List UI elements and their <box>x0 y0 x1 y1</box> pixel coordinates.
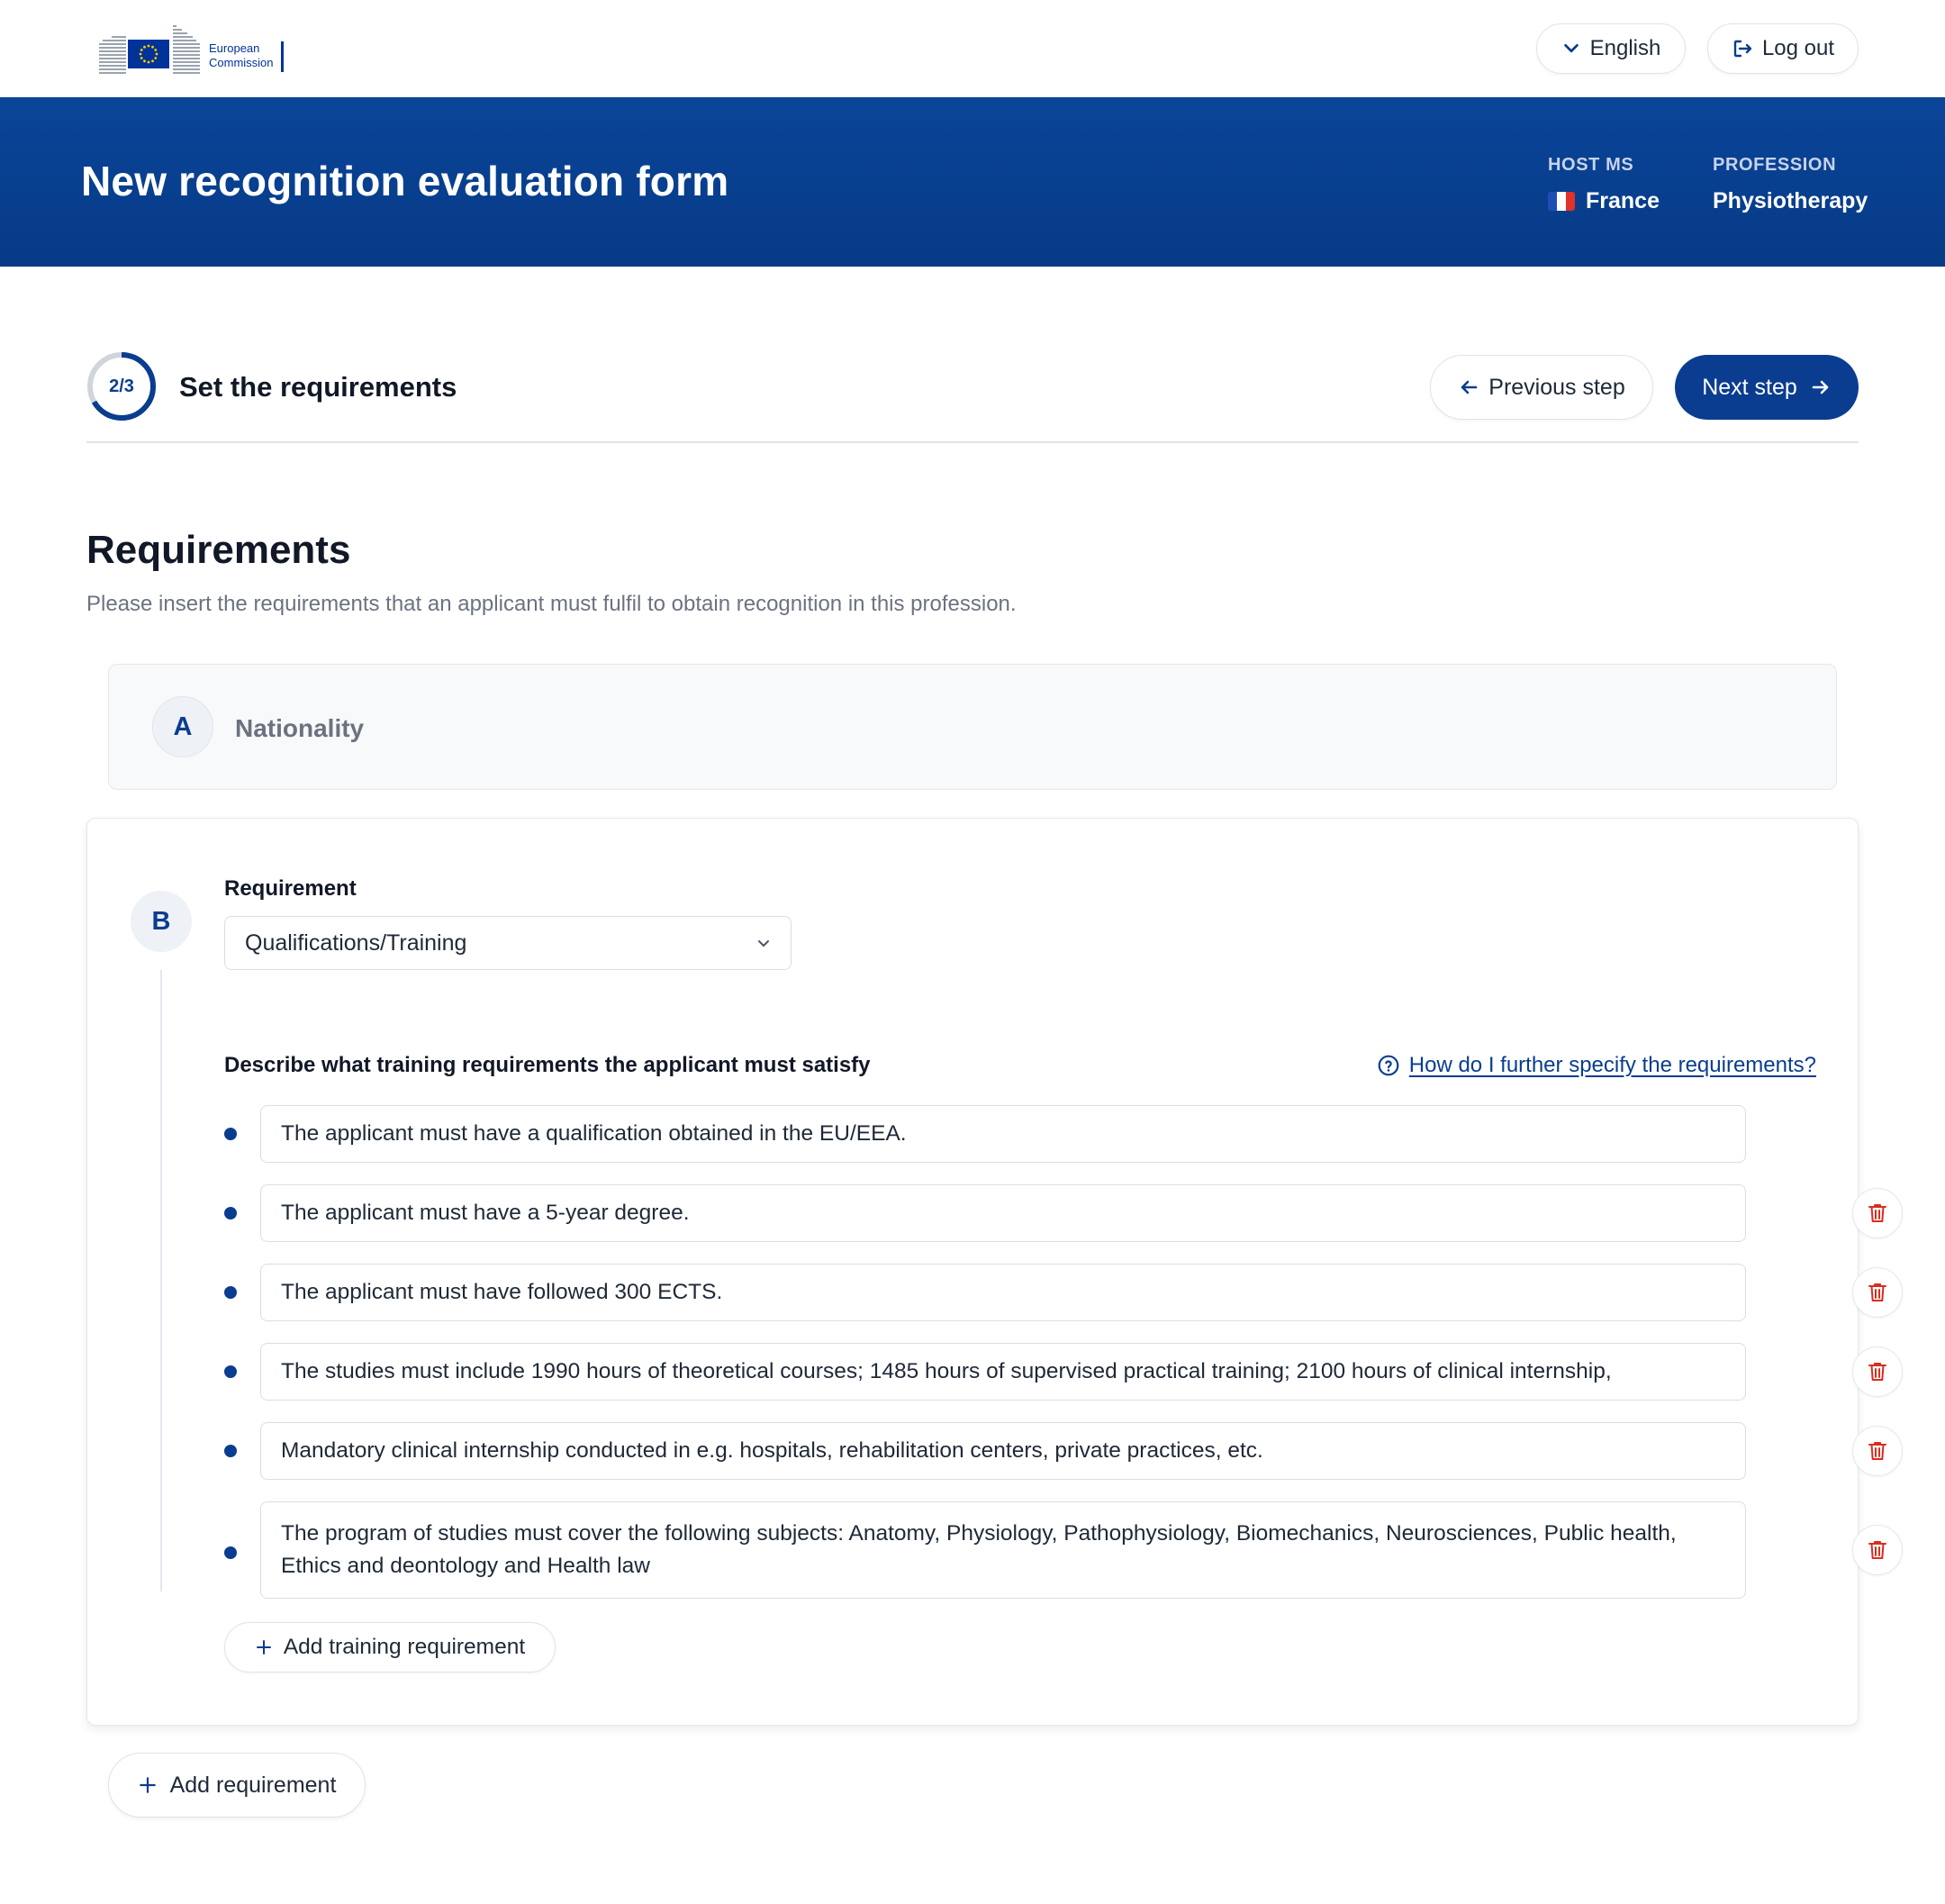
profession-info <box>1713 155 1868 214</box>
plus-icon <box>255 1638 273 1656</box>
delete-requirement-button[interactable] <box>1852 1525 1903 1575</box>
training-requirement-input[interactable] <box>260 1501 1746 1599</box>
logo-text-line2: Commission <box>209 56 274 69</box>
training-requirement-input[interactable] <box>260 1184 1746 1242</box>
language-selector-button[interactable] <box>1536 23 1686 74</box>
requirement-card-qualifications <box>86 818 1859 1726</box>
training-requirement-input[interactable] <box>260 1422 1746 1480</box>
plus-icon <box>138 1775 158 1795</box>
training-requirement-text: The applicant must have a qualification obtained in the EU/EEA. <box>281 1121 907 1146</box>
help-circle-icon <box>1377 1054 1400 1077</box>
requirement-letter-badge: B <box>131 891 192 952</box>
arrow-left-icon <box>1458 376 1479 398</box>
trash-icon <box>1868 1282 1887 1303</box>
european-commission-logo[interactable] <box>99 23 284 74</box>
logout-button[interactable] <box>1707 23 1859 74</box>
delete-requirement-button[interactable] <box>1852 1267 1903 1318</box>
logo-text <box>209 41 274 70</box>
training-requirement-text: Mandatory clinical internship conducted in e.g. hospitals, rehabilitation centers, private practices, etc. <box>281 1438 1263 1463</box>
add-requirement-label: Add requirement <box>169 1772 337 1798</box>
requirement-connector-line <box>160 970 162 1591</box>
logout-label: Log out <box>1761 36 1835 60</box>
host-ms-label: HOST MS <box>1548 155 1634 175</box>
page-title: New recognition evaluation form <box>81 158 729 204</box>
previous-step-label: Previous step <box>1488 374 1625 400</box>
logo-divider <box>281 41 284 72</box>
bullet-icon <box>224 1365 237 1378</box>
next-step-button[interactable] <box>1675 355 1859 420</box>
training-requirement-text: The studies must include 1990 hours of theoretical courses; 1485 hours of supervised practical training; 2100 hours of clinical internship, <box>281 1359 1612 1383</box>
delete-requirement-button[interactable] <box>1852 1346 1903 1397</box>
trash-icon <box>1868 1202 1887 1224</box>
step-title: Set the requirements <box>179 371 457 403</box>
requirement-type-select[interactable] <box>224 916 792 970</box>
bullet-icon <box>224 1128 237 1140</box>
trash-icon <box>1868 1440 1887 1462</box>
france-flag-icon <box>1548 192 1575 211</box>
host-country: France <box>1586 188 1660 213</box>
help-link[interactable] <box>1377 1053 1816 1078</box>
delete-requirement-button[interactable] <box>1852 1188 1903 1238</box>
requirements-description: Please insert the requirements that an applicant must fulfil to obtain recognition in this profession. <box>86 592 1017 616</box>
eu-flag-icon <box>128 40 169 68</box>
bullet-icon <box>224 1207 237 1219</box>
building-icon <box>99 23 126 74</box>
add-requirement-button[interactable] <box>108 1753 366 1818</box>
logout-icon <box>1732 38 1753 59</box>
training-requirement-text: The program of studies must cover the following subjects: Anatomy, Physiology, Pathophysiology, Biomechanics, Neurosciences, Public health, Ethics and deontology and Health law <box>281 1521 1677 1578</box>
help-link-text: How do I further specify the requirements? <box>1408 1053 1816 1077</box>
step-indicator: 2/3 <box>109 376 134 396</box>
bullet-icon <box>224 1286 237 1299</box>
delete-requirement-button[interactable] <box>1852 1426 1903 1476</box>
training-requirement-input[interactable] <box>260 1105 1746 1163</box>
add-training-requirement-button[interactable] <box>224 1622 556 1673</box>
top-bar <box>0 0 1945 97</box>
profession-value: Physiotherapy <box>1713 188 1868 213</box>
training-requirement-input[interactable] <box>260 1343 1746 1401</box>
training-requirement-text: The applicant must have a 5-year degree. <box>281 1201 690 1225</box>
requirement-card-nationality[interactable] <box>108 664 1837 790</box>
host-ms-value <box>1548 188 1660 214</box>
training-requirement-text: The applicant must have followed 300 ECTS. <box>281 1280 723 1304</box>
requirement-letter-badge: A <box>152 696 213 757</box>
bullet-icon <box>224 1445 237 1457</box>
bullet-icon <box>224 1546 237 1559</box>
requirement-card-title: Nationality <box>235 714 365 742</box>
requirement-type-value: Qualifications/Training <box>245 929 467 956</box>
profession-label: PROFESSION <box>1713 155 1837 175</box>
page-header-banner <box>0 97 1945 267</box>
arrow-right-icon <box>1810 376 1832 398</box>
previous-step-button[interactable] <box>1430 355 1653 420</box>
add-training-requirement-label: Add training requirement <box>283 1635 526 1659</box>
building-icon <box>173 23 200 74</box>
host-ms-info <box>1548 155 1660 214</box>
requirements-heading: Requirements <box>86 528 351 572</box>
trash-icon <box>1868 1361 1887 1383</box>
training-requirement-input[interactable] <box>260 1264 1746 1321</box>
language-label: English <box>1589 36 1661 60</box>
training-requirements-label: Describe what training requirements the applicant must satisfy <box>224 1053 871 1077</box>
requirement-type-label: Requirement <box>224 876 357 901</box>
step-navigation <box>86 351 1859 443</box>
logo-text-line1: European <box>209 41 260 55</box>
chevron-down-icon <box>756 938 771 949</box>
next-step-label: Next step <box>1702 374 1797 400</box>
chevron-down-icon <box>1561 39 1581 59</box>
trash-icon <box>1868 1539 1887 1561</box>
